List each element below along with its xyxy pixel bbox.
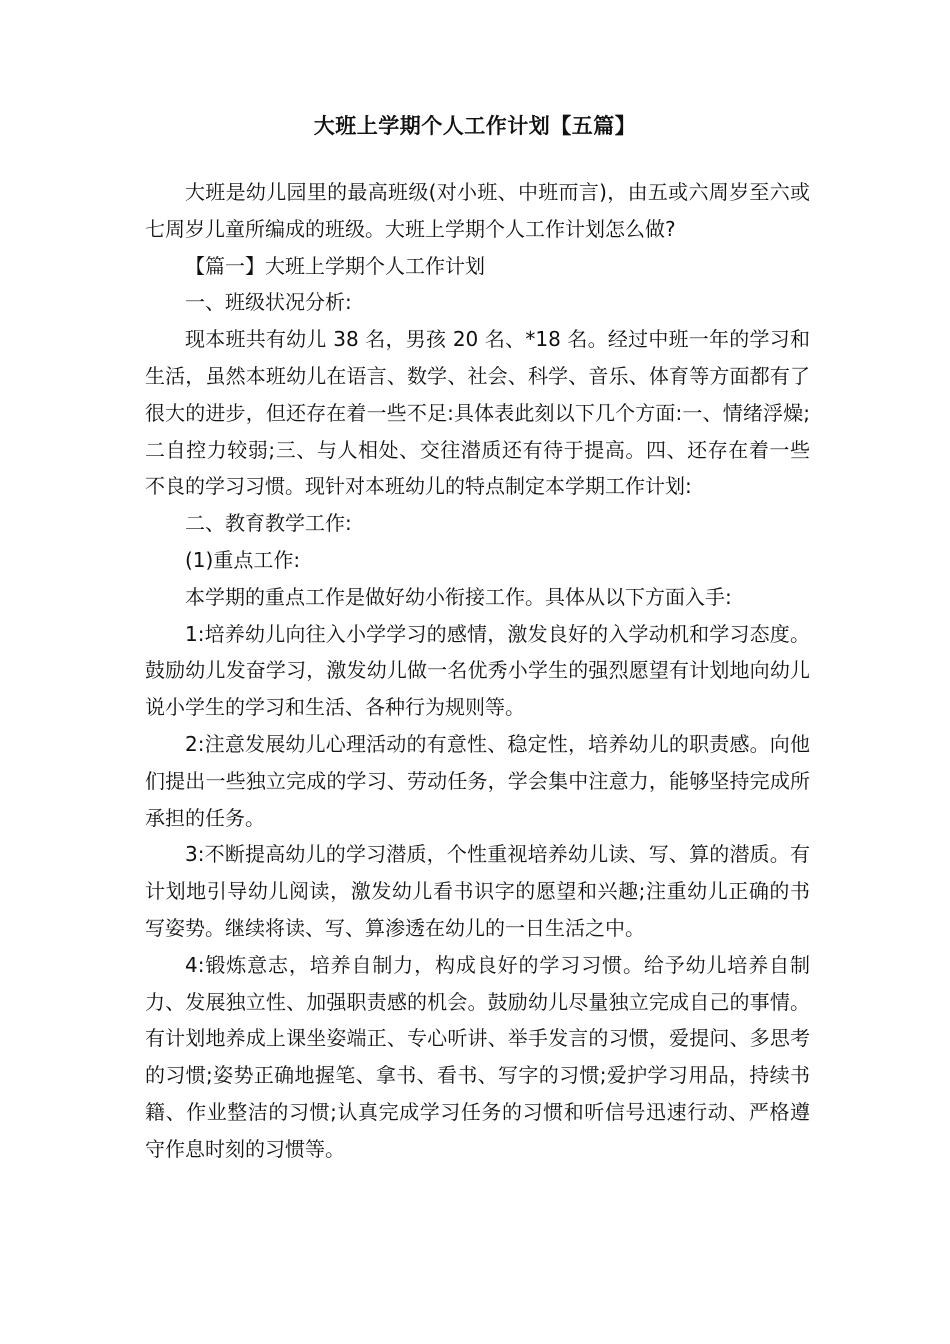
- paragraph-item-4: 4:锻炼意志，培养自制力，构成良好的学习习惯。给予幼儿培养自制力、发展独立性、加强职责感的机会。鼓励幼儿尽量独立完成自己的事情。有计划地养成上课坐姿端正、专心听讲、举手发言的习惯，爱提问、多思考的习惯;姿势正确地握笔、拿书、看书、写字的习惯;爱护学习用品，持续书籍、作业整洁的习惯;认真完成学习任务的习惯和听信号迅速行动、严格遵守作息时刻的习惯等。: [145, 952, 810, 1161]
- document-body: [145, 174, 810, 1168]
- paragraph-item-3: 3:不断提高幼儿的学习潜质，个性重视培养幼儿读、写、算的潜质。有计划地引导幼儿阅读，激发幼儿看书识字的愿望和兴趣;注重幼儿正确的书写姿势。继续将读、写、算渗透在幼儿的一日生活之中。: [145, 842, 810, 940]
- paragraph-item-1: 1:培养幼儿向往入小学学习的感情，激发良好的入学动机和学习态度。鼓励幼儿发奋学习，激发幼儿做一名优秀小学生的强烈愿望有计划地向幼儿说小学生的学习和生活、各种行为规则等。: [145, 621, 810, 720]
- paragraph-item-2: 2:注意发展幼儿心理活动的有意性、稳定性，培养幼儿的职责感。向他们提出一些独立完成的学习、劳动任务，学会集中注意力，能够坚持完成所承担的任务。: [145, 731, 810, 830]
- paragraph-heading-key-work: (1)重点工作:: [185, 547, 301, 572]
- paragraph-key-work: 本学期的重点工作是做好幼小衔接工作。具体从以下方面入手:: [185, 584, 732, 609]
- document-title: 大班上学期个人工作计划【五篇】: [313, 114, 637, 138]
- paragraph-intro: 大班是幼儿园里的最高班级(对小班、中班而言)，由五或六周岁至六或七周岁儿童所编成的班级。大班上学期个人工作计划怎么做?: [145, 180, 810, 241]
- paragraph-class-analysis: 现本班共有幼儿 38 名，男孩 20 名、*18 名。经过中班一年的学习和生活，虽然本班幼儿在语言、数学、社会、科学、音乐、体育等方面都有了很大的进步，但还存在着一些不足:具体表此刻以下几个方面:一、情绪浮燥;二自控力较弱;三、与人相处、交往潜质还有待于提高。四、还存在着一些不良的学习习惯。现针对本班幼儿的特点制定本学期工作计划:: [145, 327, 810, 499]
- paragraph-heading-class-analysis: 一、班级状况分析:: [185, 290, 352, 315]
- paragraph-heading-teaching: 二、教育教学工作:: [185, 511, 352, 536]
- paragraph-section-heading: 【篇一】大班上学期个人工作计划: [185, 253, 485, 278]
